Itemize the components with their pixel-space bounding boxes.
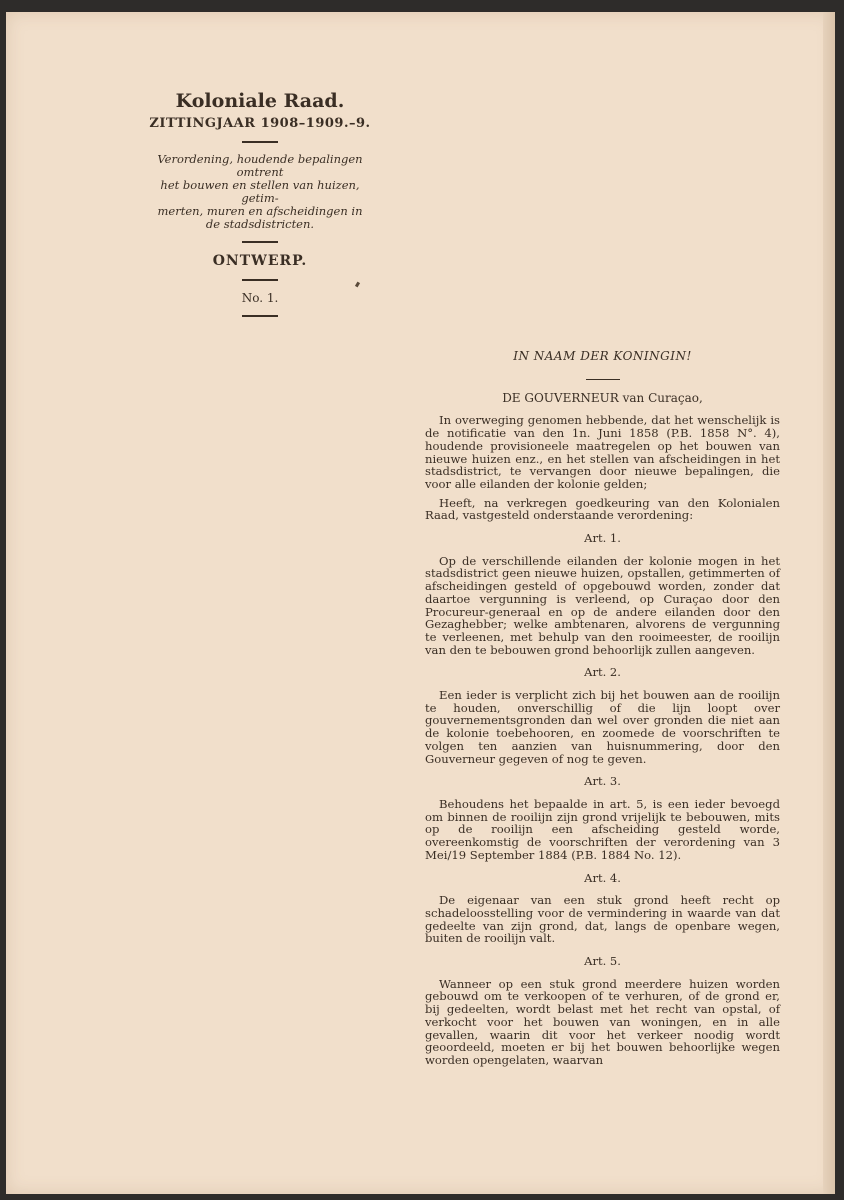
article-text: Een ieder is verplicht zich bij het bouwen aan de rooilijn te houden, onverschillig of die lijn loopt over gouvernementsgronden dan wel over gronden die niet aan de kolonie toebehooren, en zoomede de voorschriften te volgen ten aanzien van huisnummering, door den Gouverneur gegeven of nog te geven. (425, 688, 780, 766)
subject-line: de stadsdistricten. (205, 217, 315, 231)
decree-body (425, 350, 780, 1067)
article-heading: Art. 4. (584, 870, 621, 885)
article-heading: Art. 3. (584, 774, 621, 789)
article-text: De eigenaar van een stuk grond heeft recht op schadeloosstelling voor de vermindering in waarde van dat gedeelte van zijn grond, dat, langs de openbare wegen, buiten de rooilijn valt. (425, 893, 780, 946)
subject-line: merten, muren en afscheidingen in (157, 204, 363, 218)
article-heading: Art. 1. (584, 531, 621, 546)
governor-heading: DE GOUVERNEUR van Curaçao, (502, 390, 703, 405)
preamble-paragraph: Heeft, na verkregen goedkeuring van den Kolonialen Raad, vastgesteld onderstaande verordening: (425, 495, 780, 523)
session-year: ZITTINGJAAR 1908–1909.–9. (149, 116, 371, 131)
article-text: Behoudens het bepaalde in art. 5, is een ieder bevoegd om binnen de rooilijn zijn grond vrijelijk te bebouwen, mits op de rooilijn een afscheiding gesteld worde, overeenkomstig de voorschriften der verordening van 3 Mei/19 September 1884 (P.B. 1884 No. 12). (425, 796, 780, 862)
divider (242, 241, 278, 243)
page-edge (823, 12, 835, 1194)
document-number: No. 1. (241, 291, 279, 305)
subject-line: het bouwen en stellen van huizen, getim- (160, 178, 360, 205)
divider (242, 141, 278, 143)
article-heading: Art. 5. (584, 954, 621, 969)
divider (586, 379, 620, 380)
document-header (140, 90, 380, 327)
draft-label: ONTWERP. (212, 253, 308, 269)
article-text: Op de verschillende eilanden der kolonie mogen in het stadsdistrict geen nieuwe huizen, opstallen, getimmerten of afscheidingen gesteld of opgebouwd worden, zonder dat daartoe vergunning is verleend, op Curaçao door den Procureur-generaal en op de andere eilanden door den Gezaghebber; welke ambtenaren, alvorens de vergunning te verleenen, met behulp van den rooimeester, de rooilijn van den te bebouwen grond behoorlijk zullen aangeven. (425, 553, 780, 657)
article-text: Wanneer op een stuk grond meerdere huizen worden gebouwd om te verkoopen of te verhuren, of de grond er, bij gedeelten, wordt belast met het recht van opstal, of verkocht voor het bouwen van woningen, en in alle gevallen, waarin dit voor het verkeer noodig wordt geoordeeld, moeten er bij het bouwen behoorlijke wegen worden opengelaten, waarvan (425, 976, 780, 1067)
royal-heading: IN NAAM DER KONINGIN! (513, 349, 692, 363)
subject-description (140, 153, 380, 231)
article-heading: Art. 2. (584, 665, 621, 680)
divider (242, 315, 278, 317)
council-title: Koloniale Raad. (175, 90, 345, 112)
divider (242, 279, 278, 281)
subject-line: Verordening, houdende bepalingen omtrent (157, 152, 363, 179)
preamble-paragraph: In overweging genomen hebbende, dat het wenschelijk is de notificatie van den 1n. Juni 1858 (P.B. 1858 N°. 4), houdende provisioneele maatregelen op het bouwen van nieuwe huizen enz., en het stellen van afscheidingen in het stadsdistrict, te vervangen door nieuwe bepalingen, die voor alle eilanden der kolonie gelden; (425, 413, 780, 491)
